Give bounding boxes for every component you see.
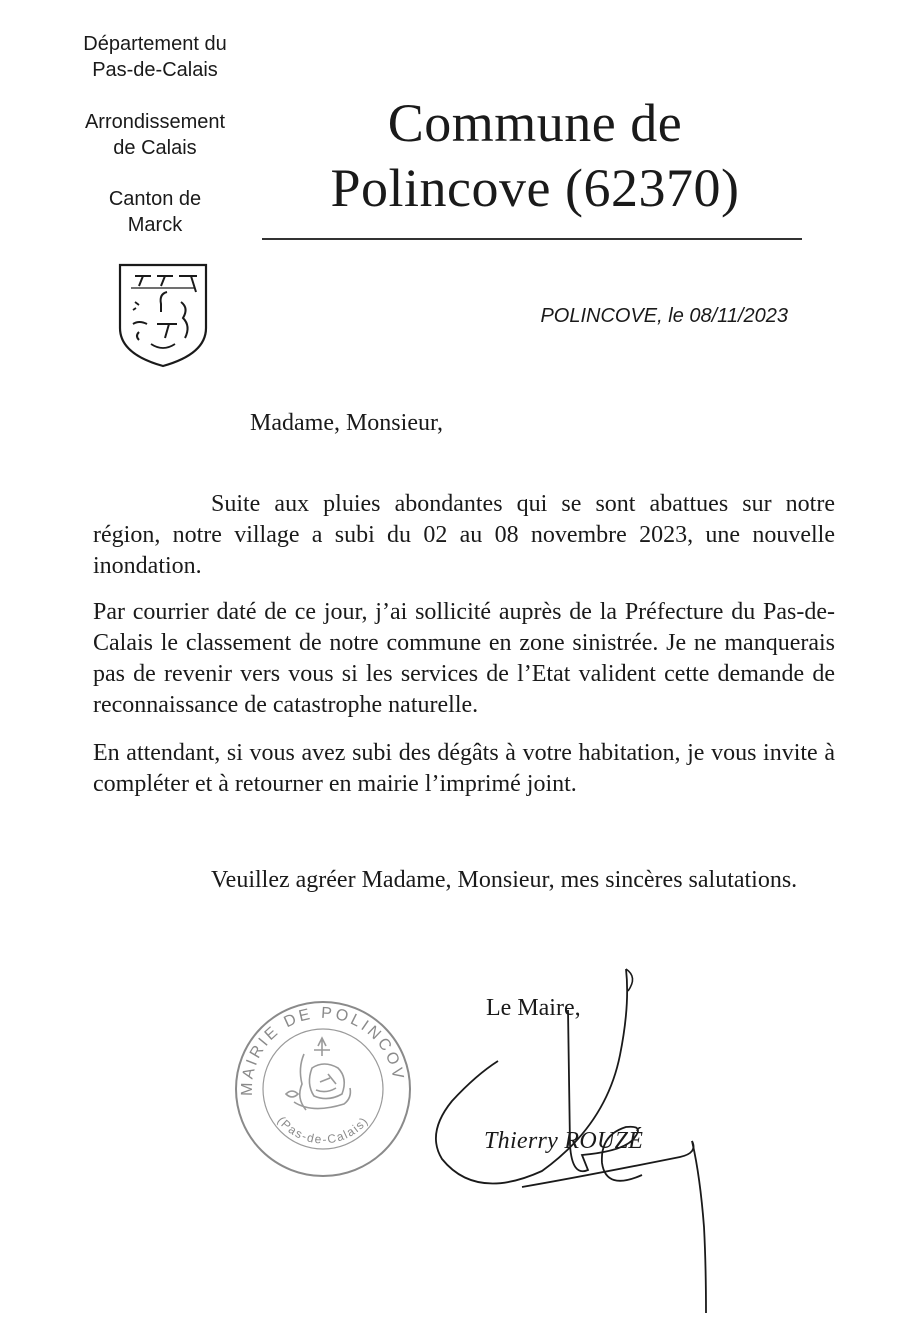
commune-title-line-1: Commune de xyxy=(387,93,683,153)
stamp-inner-text: (Pas-de-Calais) xyxy=(274,1113,372,1147)
salutation: Madame, Monsieur, xyxy=(250,410,443,436)
stamp-outer-text: MAIRIE DE POLINCOVE xyxy=(225,985,407,1097)
department-line-2: Pas-de-Calais xyxy=(92,59,218,81)
body-paragraph-1: Suite aux pluies abondantes qui se sont abattues sur notre région, notre village a subi du 02 au 08 novembre 2023, une nouvelle inondation. xyxy=(93,491,835,579)
arrondissement-line-2: de Calais xyxy=(113,137,197,159)
department-line-1: Département du xyxy=(83,33,227,55)
body-paragraph-2: Par courrier daté de ce jour, j’ai sollicité auprès de la Préfecture du Pas-de-Calais le classement de notre commune en zone sinistrée. Je ne manquerais pas de revenir vers vous si les services de l’Etat valident cette demande de reconnaissance de catastrophe naturelle. xyxy=(93,599,835,718)
place-date: POLINCOVE, le 08/11/2023 xyxy=(540,305,788,327)
mairie-stamp xyxy=(225,985,414,1180)
title-underline xyxy=(262,238,802,240)
department-label xyxy=(55,31,255,83)
commune-title-line-2: Polincove (62370) xyxy=(330,158,740,218)
signatory-name: Thierry ROUZÉ xyxy=(484,1128,644,1154)
signatory-role: Le Maire, xyxy=(486,995,581,1021)
canton-line-2: Marck xyxy=(127,214,183,236)
stamp-emblem-icon xyxy=(286,1038,350,1110)
svg-text:(Pas-de-Calais) xyxy=(275,1114,372,1147)
closing-formula: Veuillez agréer Madame, Monsieur, mes sincères salutations. xyxy=(211,867,798,893)
canton-line-1: Canton de xyxy=(108,188,202,210)
canton-label xyxy=(55,186,255,238)
coat-of-arms-icon xyxy=(117,262,209,370)
arrondissement-label xyxy=(55,109,255,161)
arrondissement-line-1: Arrondissement xyxy=(84,111,226,133)
body-paragraph-3: En attendant, si vous avez subi des dégâts à votre habitation, je vous invite à compléter et à retourner en mairie l’imprimé joint. xyxy=(93,740,835,797)
